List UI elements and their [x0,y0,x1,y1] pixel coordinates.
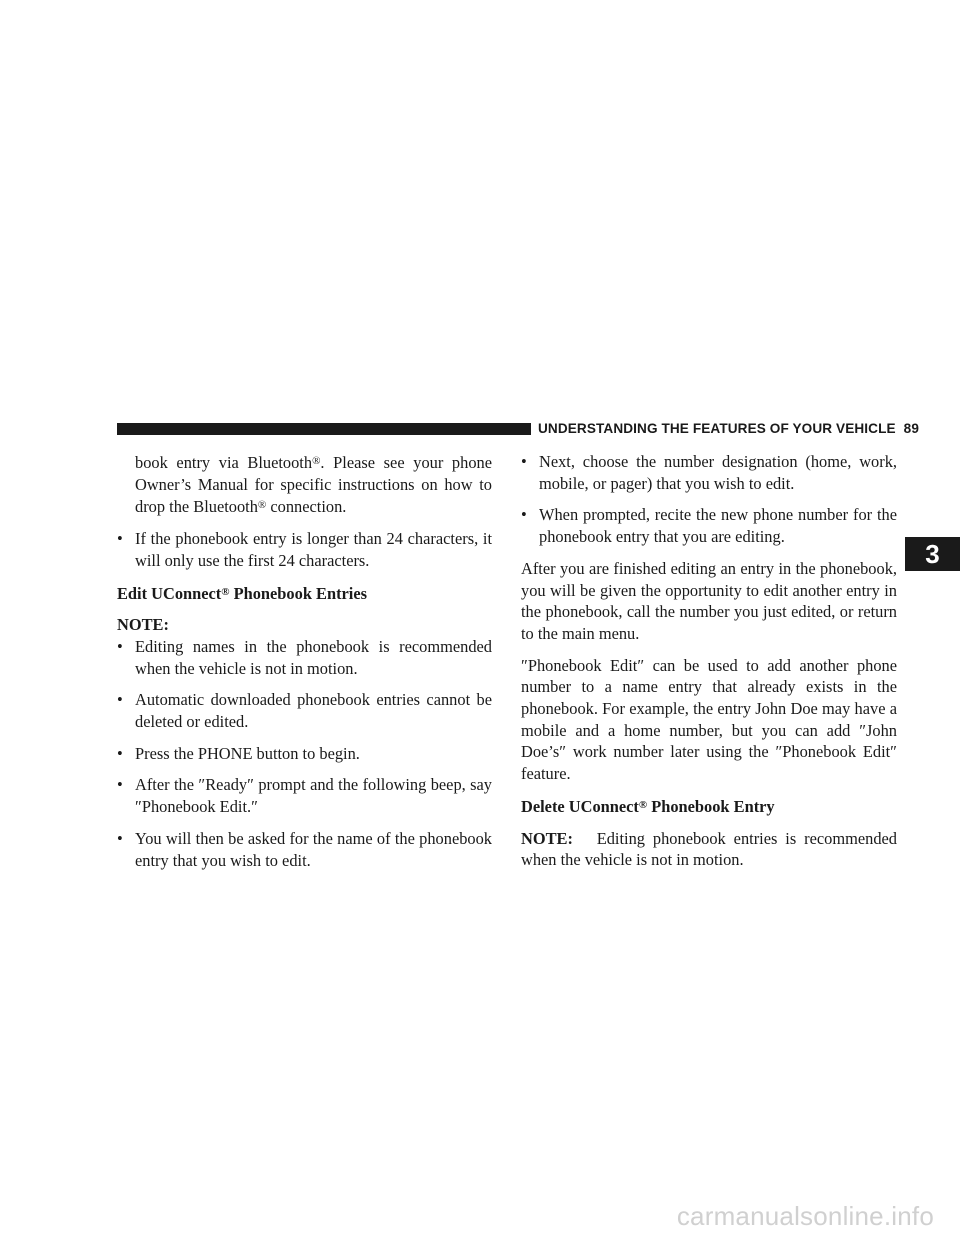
text-fragment: Delete UConnect [521,796,639,816]
list-item-text: When prompted, recite the new phone number for the phonebook entry that you are editing. [539,505,897,547]
text-fragment: connection. [266,497,347,517]
list-item [521,504,897,547]
note-label: NOTE: [117,615,169,635]
text-fragment: Phonebook Entry [647,796,775,816]
list-item-text: Next, choose the number designation (home, work, mobile, or pager) that you wish to edit. [539,452,897,493]
registered-mark: ® [312,455,321,467]
list-item-text: Press the PHONE button to begin. [135,743,360,763]
bullet-icon: • [117,743,123,763]
list-item [521,451,897,494]
bullet-icon: • [117,529,123,549]
registered-mark: ® [257,499,267,512]
delete-note [521,828,897,871]
list-item-text: After the ″Ready″ prompt and the following beep, say ″Phonebook Edit.″ [135,775,492,817]
delete-entry-heading [521,795,897,818]
note-text: Editing phonebook entries is recommended when the vehicle is not in motion. [521,828,897,870]
list-item [117,636,492,679]
registered-mark: ® [638,798,648,811]
running-header [538,420,919,437]
bullet-icon: • [117,775,123,795]
list-item [117,528,492,571]
list-item [117,743,492,765]
edit-entries-heading [117,582,492,605]
phonebook-edit-paragraph: ″Phonebook Edit″ can be used to add another phone number to a name entry that already exists in the phonebook. For example, the entry John Doe may have a mobile and a home number, but you can add ″John Doe’s″ work number later using the ″Phonebook Edit″ feature. [521,655,897,784]
text-fragment: Phonebook Entries [229,583,368,603]
bullet-icon: • [117,690,123,710]
list-item [117,774,492,817]
section-title: UNDERSTANDING THE FEATURES OF YOUR VEHICLE [538,421,896,436]
registered-mark: ® [221,585,230,598]
bullet-icon: • [521,452,527,471]
text-fragment: Edit UConnect [117,583,222,603]
list-item-text: You will then be asked for the name of the phonebook entry that you wish to edit. [135,828,492,870]
list-item [117,689,492,732]
list-item-text: Editing names in the phonebook is recommended when the vehicle is not in motion. [135,636,492,678]
right-column [521,451,897,871]
page-number: 89 [903,421,919,436]
list-item-text: If the phonebook entry is longer than 24 characters, it will only use the first 24 characters. [135,529,492,570]
text-fragment: book entry via Bluetooth [135,453,313,472]
bullet-icon: • [117,636,123,656]
list-item [117,828,492,871]
header-rule [117,423,531,435]
after-editing-paragraph: After you are finished editing an entry in the phonebook, you will be given the opportunity to edit another entry in the phonebook, call the number you just edited, or return to the main menu. [521,558,897,643]
list-item-text: Automatic downloaded phonebook entries cannot be deleted or edited. [135,690,492,732]
text-fragment: . Please see your phone Owner’s Manual for specific instructions on how to drop the Bluetooth [135,453,492,517]
bullet-icon: • [117,828,123,848]
note-label: NOTE: [521,828,573,848]
bullet-icon: • [521,505,527,525]
left-column [117,451,492,881]
watermark: carmanualsonline.info [676,1201,934,1231]
continued-paragraph [117,451,492,518]
chapter-tab: 3 [905,537,960,571]
